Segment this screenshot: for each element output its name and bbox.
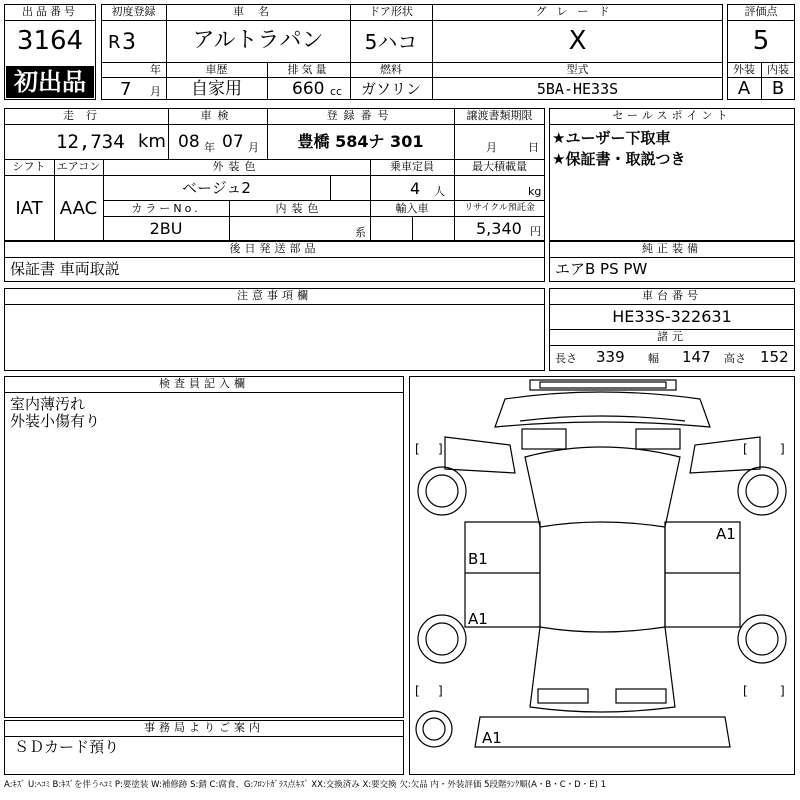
grade-label: グレード — [535, 5, 620, 18]
era-letter: R — [108, 32, 121, 53]
inspection-month-unit: 月 — [248, 141, 259, 154]
shift: IAT — [15, 198, 43, 219]
office-value: ＳＤカード預り — [14, 738, 120, 756]
month-unit: 月 — [150, 85, 161, 98]
damage-left-door-rear: A1 — [468, 610, 488, 628]
length: 339 — [596, 348, 625, 366]
color-no-label: カラーNo. — [131, 202, 201, 215]
length-label: 長さ — [555, 352, 577, 365]
transfer-day-unit: 日 — [528, 141, 539, 154]
car-diagram — [409, 376, 795, 775]
lot-number-label: 出品番号 — [22, 5, 78, 18]
parts-label: 後日発送部品 — [229, 242, 320, 255]
capacity-unit: 人 — [434, 185, 445, 198]
mileage-unit: km — [138, 131, 166, 152]
svg-text:]: ] — [780, 442, 785, 456]
grade: X — [568, 26, 587, 56]
parts-value: 保証書 車両取説 — [10, 260, 120, 278]
damage-right-door-front: A1 — [716, 525, 736, 543]
int-color-label: 内装色 — [275, 202, 324, 215]
score: 5 — [752, 26, 770, 56]
first-listing-badge: 初出品 — [6, 66, 94, 98]
history-label: 車歴 — [205, 63, 228, 76]
score-label: 評価点 — [744, 5, 778, 18]
displacement-unit: cc — [330, 85, 343, 98]
svg-text:[: [ — [743, 442, 748, 456]
office-label: 事務局よりご案内 — [144, 721, 264, 734]
chassis-value: HE33S-322631 — [612, 307, 732, 326]
mileage-label: 走行 — [63, 109, 109, 122]
inspector-line-2: 外装小傷有り — [10, 412, 101, 430]
ext-grade: A — [737, 78, 751, 99]
fuel-label: 燃料 — [380, 63, 402, 76]
damage-left-door-front: B1 — [468, 550, 488, 568]
reg-no-label: 登録番号 — [326, 109, 395, 122]
sales-point-2: ★保証書・取説つき — [552, 150, 686, 168]
height: 152 — [760, 348, 789, 366]
import-label: 輸入車 — [395, 202, 429, 215]
month: 7 — [120, 79, 132, 100]
mileage: 12,734 — [56, 131, 125, 153]
int-grade: B — [771, 78, 785, 99]
lot-number: 3164 — [16, 26, 84, 56]
car-outline-svg — [410, 377, 794, 774]
width: 147 — [682, 348, 711, 366]
color-no: 2BU — [149, 219, 183, 238]
model-label: 型式 — [566, 63, 589, 76]
svg-text:[: [ — [743, 684, 748, 698]
inspection-month: 07 — [222, 132, 244, 152]
recycle-unit: 円 — [530, 225, 541, 238]
sales-point-1: ★ユーザー下取車 — [552, 129, 671, 147]
dims-label: 諸元 — [657, 330, 687, 343]
inspection-label: 車検 — [200, 109, 235, 122]
door-label: ドア形状 — [369, 5, 413, 18]
notes-label: 注意事項欄 — [237, 289, 312, 302]
history: 自家用 — [191, 79, 242, 99]
inspector-line-1: 室内薄汚れ — [10, 395, 86, 413]
car-name: アルトラパン — [192, 28, 324, 53]
damage-rear: A1 — [482, 729, 502, 747]
era-year: 3 — [122, 30, 136, 55]
inspector-label: 検査員記入欄 — [159, 377, 249, 390]
car-name-label: 車名 — [233, 5, 283, 18]
int-label: 内装 — [767, 63, 789, 76]
equipment-value: エアB PS PW — [555, 260, 648, 278]
ext-color-label: 外装色 — [212, 160, 261, 173]
int-color-unit: 系 — [355, 226, 366, 239]
door: 5ハコ — [364, 30, 418, 54]
max-load-label: 最大積載量 — [472, 160, 527, 173]
chassis-label: 車台番号 — [642, 289, 702, 302]
displacement-label: 排気量 — [287, 63, 330, 76]
transfer-month-unit: 月 — [486, 141, 497, 154]
sales-points-label: セールスポイント — [612, 109, 732, 122]
ext-label: 外装 — [733, 63, 755, 76]
reg-no: 豊橋 584ナ 301 — [297, 132, 424, 151]
height-label: 高さ — [724, 352, 746, 365]
transfer-label: 譲渡書類期限 — [466, 109, 533, 122]
inspection-year-unit: 年 — [204, 141, 215, 154]
inspection-year: 08 — [178, 132, 200, 152]
width-label: 幅 — [648, 352, 659, 365]
fuel: ガソリン — [360, 80, 421, 98]
svg-text:[: [ — [415, 684, 420, 698]
capacity: 4 — [410, 179, 421, 198]
legend: A:ｷｽﾞ U:ﾍｺﾐ B:ｷｽﾞを伴うﾍｺﾐ P:要塗装 W:補修跡 S:錆 C:腐食、G:ﾌﾛﾝﾄｶﾞﾗｽ点ｷｽﾞ XX:交換済み X:要交換 欠:欠品 内・外装評価 5段階ﾗﾝｸ順(A・B・C・D・E) 1 — [4, 780, 607, 790]
ac: AAC — [59, 198, 98, 219]
recycle-label: リサイクル預託金 — [464, 203, 535, 213]
model: 5BA-HE33S — [536, 80, 619, 98]
svg-text:]: ] — [438, 684, 443, 698]
max-load-unit: kg — [528, 185, 542, 198]
recycle: 5,340 — [476, 219, 522, 238]
svg-text:[: [ — [415, 442, 420, 456]
ext-color: ベージュ2 — [182, 179, 251, 197]
sales-points-box — [549, 108, 795, 241]
svg-text:]: ] — [438, 442, 443, 456]
capacity-label: 乗車定員 — [390, 160, 434, 173]
first-reg-label: 初度登録 — [111, 5, 156, 18]
equipment-label: 純正装備 — [642, 242, 702, 255]
shift-label: シフト — [12, 160, 46, 173]
displacement: 660 — [292, 79, 325, 99]
ac-label: エアコン — [56, 160, 101, 173]
svg-text:]: ] — [780, 684, 785, 698]
year-unit: 年 — [150, 63, 161, 76]
